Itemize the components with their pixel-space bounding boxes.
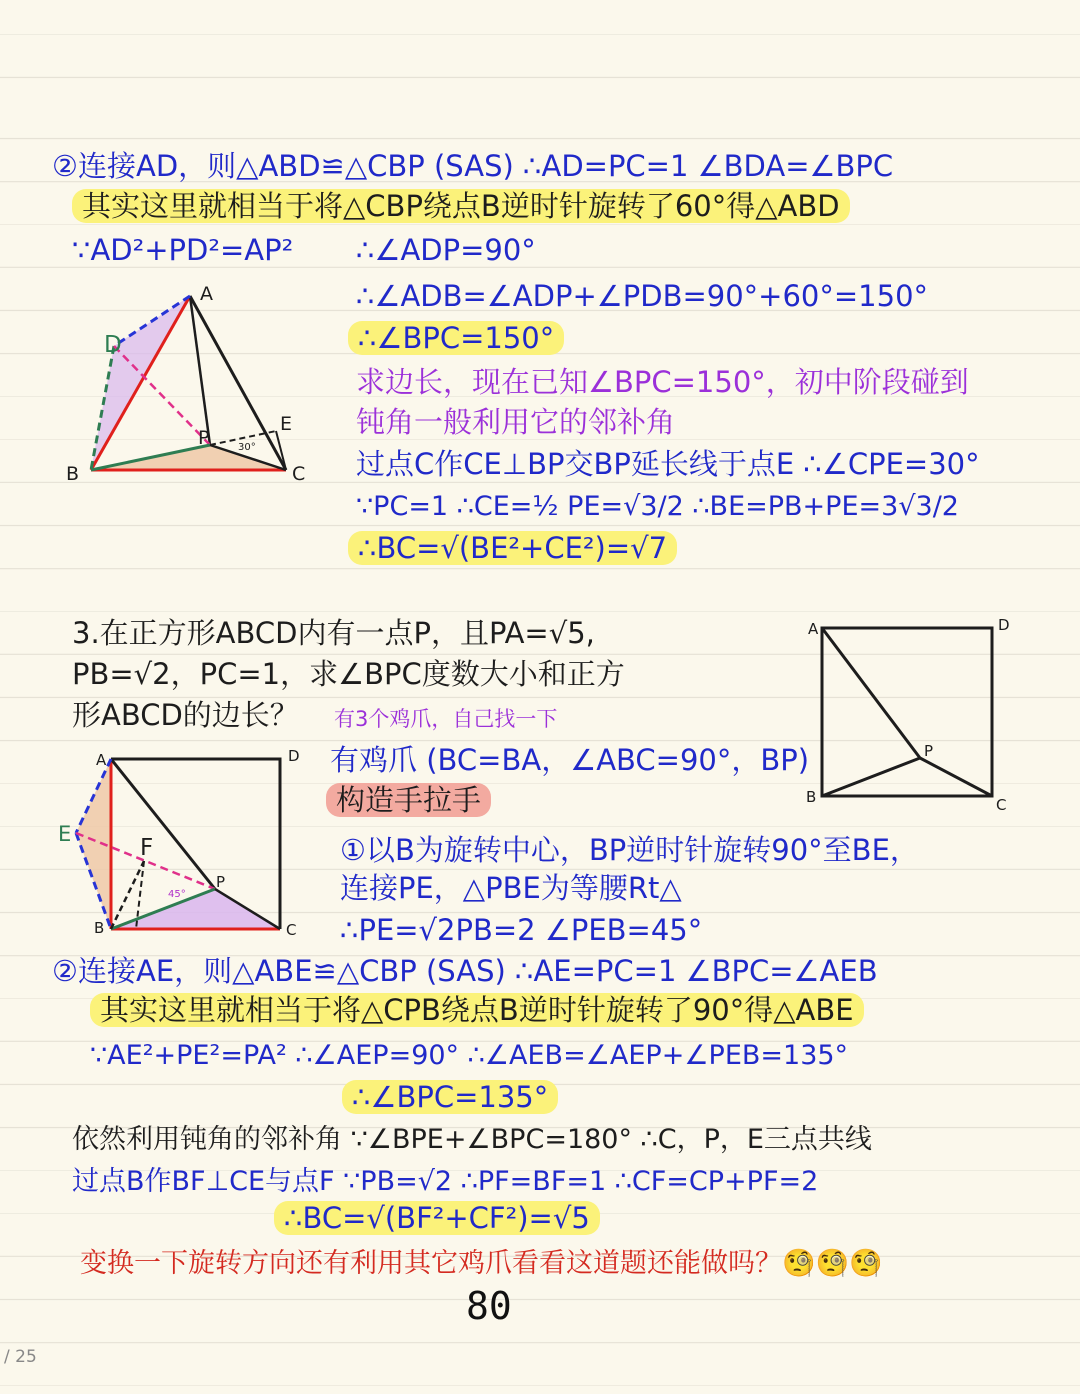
label-b: B	[806, 788, 817, 806]
highlight-rotation-note: 其实这里就相当于将△CBP绕点B逆时针旋转了60°得△ABD	[72, 189, 850, 223]
label-p: P	[198, 427, 210, 449]
label-d: D	[288, 747, 300, 765]
tag-build-hand-in-hand: 构造手拉手	[326, 783, 491, 817]
label-c: C	[286, 921, 297, 939]
step2-line-5	[348, 318, 564, 358]
highlight-rotation-90-note: 其实这里就相当于将△CPB绕点B逆时针旋转了90°得△ABE	[90, 993, 864, 1027]
segment-pc	[920, 758, 992, 796]
square-outline	[822, 628, 992, 796]
problem3-tag	[326, 780, 491, 820]
problem3-line-8: ②连接AE，则△ABE≌△CBP (SAS) ∴AE=PC=1 ∠BPC=∠AEB	[52, 954, 878, 988]
step2-line-7: 钝角一般利用它的邻补角	[356, 405, 676, 439]
segment-ce	[276, 431, 286, 470]
problem3-line-14	[274, 1198, 600, 1238]
label-a: A	[96, 751, 107, 769]
label-b: B	[94, 919, 105, 937]
label-p: P	[216, 873, 226, 891]
label-f: F	[140, 835, 154, 861]
figure-square-abcd	[800, 612, 1030, 812]
label-e: E	[280, 413, 293, 435]
label-angle-30: 30°	[238, 442, 256, 453]
segment-ap	[190, 296, 210, 445]
label-e: E	[58, 822, 72, 846]
problem3-line-13: 过点B作BF⊥CE与点F ∵PB=√2 ∴PF=BF=1 ∴CF=CP+PF=2	[72, 1166, 819, 1197]
label-c: C	[292, 463, 306, 485]
problem3-line-1: 3.在正方形ABCD内有一点P，且PA=√5,	[72, 616, 595, 650]
step2-line-3a: ∵AD²+PD²=AP²	[72, 233, 294, 267]
problem3-line-5: ①以B为旋转中心，BP逆时针旋转90°至BE，	[340, 833, 919, 867]
problem3-line-9	[90, 990, 864, 1030]
label-b: B	[66, 463, 80, 485]
label-p: P	[924, 742, 934, 760]
problem3-line-2: PB=√2，PC=1，求∠BPC度数大小和正方	[72, 657, 625, 691]
highlight-bc-sqrt5: ∴BC=√(BF²+CF²)=√5	[274, 1201, 600, 1235]
label-d: D	[998, 616, 1010, 634]
figure-triangle-rotation-60	[60, 280, 330, 490]
step2-line-1: ②连接AD，则△ABD≌△CBP (SAS) ∴AD=PC=1 ∠BDA=∠BPC	[52, 149, 894, 183]
problem3-line-4: 有鸡爪 (BC=BA，∠ABC=90°，BP)	[330, 743, 810, 777]
step2-line-3b: ∴∠ADP=90°	[356, 233, 536, 267]
step2-line-9: ∵PC=1 ∴CE=½ PE=√3/2 ∴BE=PB+PE=3√3/2	[356, 491, 959, 522]
label-a: A	[200, 283, 213, 305]
page-indicator: / 25	[4, 1347, 37, 1367]
problem3-closing-question: 变换一下旋转方向还有利用其它鸡爪看看这道题还能做吗？🧐🧐🧐	[80, 1248, 883, 1279]
page-number: 80	[466, 1284, 512, 1328]
highlight-bc-sqrt7: ∴BC=√(BE²+CE²)=√7	[348, 531, 677, 565]
label-c: C	[996, 796, 1007, 812]
problem3-hint: 有3个鸡爪，自己找一下	[334, 707, 558, 731]
figure-square-rotation-90	[50, 745, 310, 940]
highlight-bpc-150: ∴∠BPC=150°	[348, 321, 564, 355]
side-ab	[91, 296, 190, 470]
label-d: D	[104, 332, 122, 358]
segment-pb	[822, 758, 920, 796]
problem3-line-6: 连接PE，△PBE为等腰Rt△	[340, 871, 682, 905]
step2-line-10	[348, 528, 677, 568]
highlight-bpc-135: ∴∠BPC=135°	[342, 1080, 558, 1114]
problem3-line-12-prefix: 依然利用钝角的邻补角 ∵∠BPE+∠BPC=180° ∴C，P，E三点共线	[72, 1124, 872, 1155]
label-angle-45: 45°	[168, 889, 186, 900]
label-a: A	[808, 620, 819, 638]
step2-line-6: 求边长，现在已知∠BPC=150°，初中阶段碰到	[356, 365, 969, 399]
problem3-line-10: ∵AE²+PE²=PA² ∴∠AEP=90° ∴∠AEB=∠AEP+∠PEB=135°	[90, 1040, 849, 1071]
problem3-line-7: ∴PE=√2PB=2 ∠PEB=45°	[340, 913, 703, 947]
segment-ap	[111, 759, 215, 889]
step2-line-8: 过点C作CE⊥BP交BP延长线于点E ∴∠CPE=30°	[356, 447, 980, 481]
problem3-line-3: 形ABCD的边长？	[72, 698, 299, 732]
segment-pa	[822, 628, 920, 758]
problem3-line-11	[342, 1077, 558, 1117]
step2-line-4: ∴∠ADB=∠ADP+∠PDB=90°+60°=150°	[356, 279, 929, 313]
step2-line-2	[72, 186, 850, 226]
